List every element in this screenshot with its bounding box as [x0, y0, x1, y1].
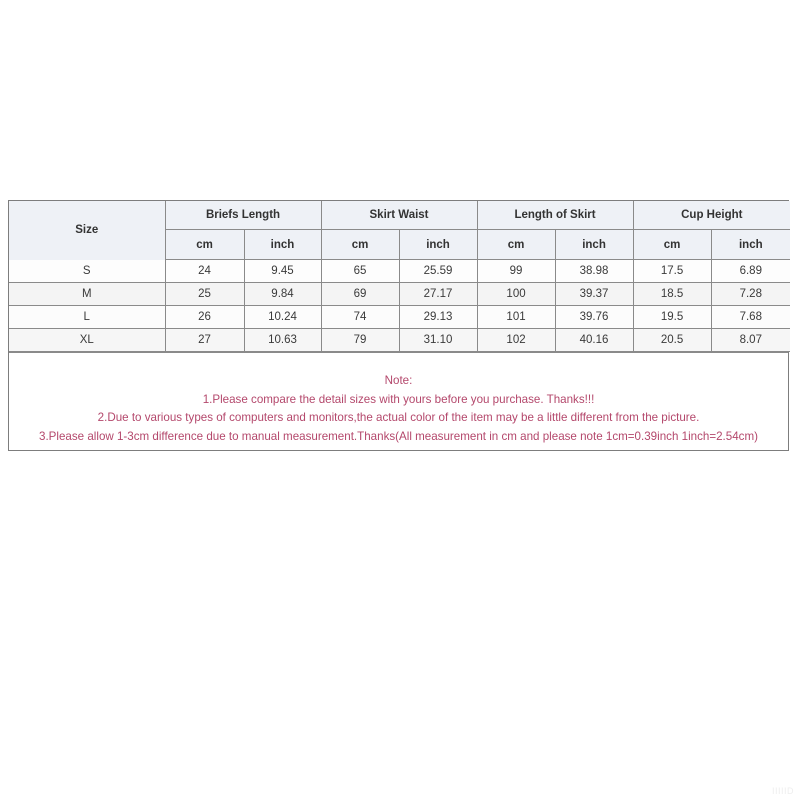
value-cell: 40.16	[555, 329, 633, 352]
unit-header-cm: cm	[633, 230, 711, 260]
watermark: IIIIID	[771, 786, 794, 796]
size-cell: XL	[9, 329, 165, 352]
header-group-row	[9, 201, 790, 230]
group-header-skirt-waist: Skirt Waist	[321, 201, 477, 230]
unit-header-inch: inch	[244, 230, 321, 260]
size-cell: M	[9, 283, 165, 306]
value-cell: 39.37	[555, 283, 633, 306]
size-chart	[8, 200, 789, 451]
value-cell: 7.28	[711, 283, 790, 306]
notes-title: Note:	[384, 374, 413, 387]
note-line-2: 2.Due to various types of computers and monitors,the actual color of the item may be a little different from the picture.	[97, 411, 700, 424]
value-cell: 100	[477, 283, 555, 306]
value-cell: 20.5	[633, 329, 711, 352]
unit-header-cm: cm	[321, 230, 399, 260]
value-cell: 19.5	[633, 306, 711, 329]
value-cell: 31.10	[399, 329, 477, 352]
value-cell: 65	[321, 260, 399, 283]
value-cell: 27.17	[399, 283, 477, 306]
table-row	[9, 260, 790, 283]
value-cell: 69	[321, 283, 399, 306]
notes-section	[9, 352, 788, 450]
value-cell: 79	[321, 329, 399, 352]
value-cell: 7.68	[711, 306, 790, 329]
value-cell: 39.76	[555, 306, 633, 329]
value-cell: 9.45	[244, 260, 321, 283]
value-cell: 6.89	[711, 260, 790, 283]
value-cell: 25	[165, 283, 244, 306]
unit-header-inch: inch	[711, 230, 790, 260]
group-header-length-of-skirt: Length of Skirt	[477, 201, 633, 230]
size-cell: S	[9, 260, 165, 283]
unit-header-inch: inch	[399, 230, 477, 260]
value-cell: 17.5	[633, 260, 711, 283]
value-cell: 24	[165, 260, 244, 283]
value-cell: 99	[477, 260, 555, 283]
value-cell: 9.84	[244, 283, 321, 306]
size-table	[9, 201, 790, 352]
value-cell: 102	[477, 329, 555, 352]
unit-header-inch: inch	[555, 230, 633, 260]
value-cell: 25.59	[399, 260, 477, 283]
value-cell: 10.24	[244, 306, 321, 329]
note-line-3: 3.Please allow 1-3cm difference due to manual measurement.Thanks(All measurement in cm and please note 1cm=0.39inch 1inch=2.54cm)	[39, 429, 758, 443]
value-cell: 8.07	[711, 329, 790, 352]
table-row	[9, 306, 790, 329]
table-row	[9, 329, 790, 352]
value-cell: 74	[321, 306, 399, 329]
size-cell: L	[9, 306, 165, 329]
size-column-header: Size	[9, 201, 165, 260]
value-cell: 29.13	[399, 306, 477, 329]
table-row	[9, 283, 790, 306]
value-cell: 38.98	[555, 260, 633, 283]
note-line-1: 1.Please compare the detail sizes with yours before you purchase. Thanks!!!	[202, 392, 595, 406]
unit-header-cm: cm	[477, 230, 555, 260]
group-header-briefs-length: Briefs Length	[165, 201, 321, 230]
value-cell: 101	[477, 306, 555, 329]
value-cell: 10.63	[244, 329, 321, 352]
value-cell: 26	[165, 306, 244, 329]
unit-header-cm: cm	[165, 230, 244, 260]
group-header-cup-height: Cup Height	[633, 201, 790, 230]
value-cell: 27	[165, 329, 244, 352]
value-cell: 18.5	[633, 283, 711, 306]
